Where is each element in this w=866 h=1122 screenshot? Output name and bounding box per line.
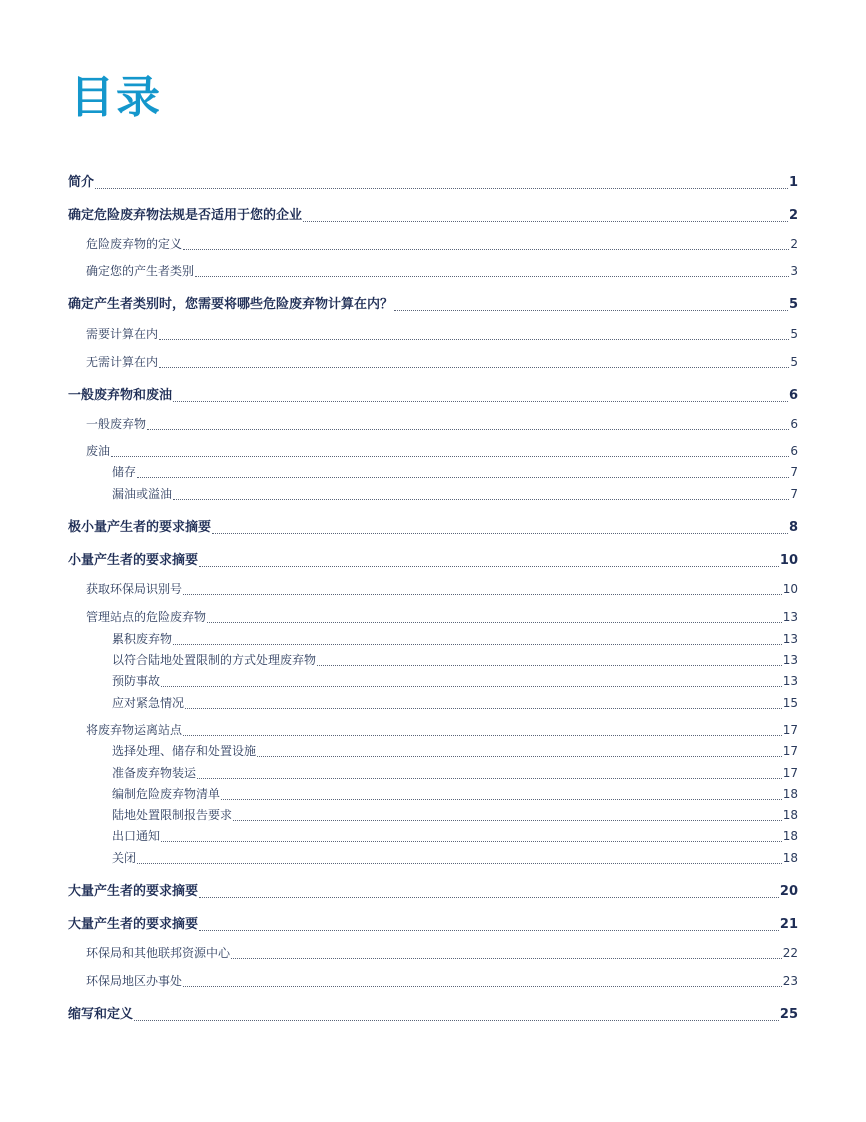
toc-entry-page-number: 23 bbox=[782, 974, 798, 988]
dot-leader bbox=[303, 221, 788, 222]
dot-leader bbox=[137, 477, 789, 478]
toc-entry-page-number: 5 bbox=[788, 297, 798, 312]
dot-leader bbox=[199, 897, 779, 898]
toc-entry-label: 环保局和其他联邦资源中心 bbox=[86, 946, 231, 960]
dot-leader bbox=[197, 778, 782, 779]
toc-entry[interactable] bbox=[86, 354, 798, 370]
toc-entry[interactable] bbox=[112, 652, 798, 668]
toc-entry-page-number: 13 bbox=[782, 674, 798, 688]
toc-entry-page-number: 18 bbox=[782, 829, 798, 843]
dot-leader bbox=[134, 1020, 779, 1021]
toc-entry[interactable] bbox=[68, 208, 798, 224]
toc-entry-page-number: 17 bbox=[782, 723, 798, 737]
toc-entry-page-number: 13 bbox=[782, 653, 798, 667]
toc-entry-page-number: 17 bbox=[782, 766, 798, 780]
dot-leader bbox=[159, 367, 789, 368]
toc-entry-page-number: 17 bbox=[782, 744, 798, 758]
toc-entry-label: 出口通知 bbox=[112, 829, 161, 843]
toc-entry-label: 小量产生者的要求摘要 bbox=[68, 553, 199, 568]
toc-entry-label: 关闭 bbox=[112, 851, 137, 865]
toc-entry[interactable] bbox=[112, 743, 798, 759]
toc-entry-page-number: 18 bbox=[782, 851, 798, 865]
toc-entry[interactable] bbox=[112, 850, 798, 866]
toc-entry-label: 极小量产生者的要求摘要 bbox=[68, 520, 212, 535]
dot-leader bbox=[147, 429, 789, 430]
toc-entry-page-number: 7 bbox=[790, 487, 798, 501]
toc-entry[interactable] bbox=[86, 443, 798, 459]
dot-leader bbox=[233, 820, 782, 821]
dot-leader bbox=[173, 644, 782, 645]
toc-entry-page-number: 18 bbox=[782, 787, 798, 801]
toc-entry-page-number: 20 bbox=[779, 884, 798, 899]
toc-entry-page-number: 6 bbox=[790, 417, 798, 431]
dot-leader bbox=[199, 930, 779, 931]
toc-entry[interactable] bbox=[86, 326, 798, 342]
toc-entry[interactable] bbox=[112, 807, 798, 823]
toc-entry[interactable] bbox=[86, 581, 798, 597]
dot-leader bbox=[137, 863, 782, 864]
dot-leader bbox=[161, 686, 782, 687]
toc-entry-page-number: 5 bbox=[790, 327, 798, 341]
toc-entry[interactable] bbox=[112, 673, 798, 689]
dot-leader bbox=[183, 735, 782, 736]
toc-entry[interactable] bbox=[86, 609, 798, 625]
toc-entry-page-number: 5 bbox=[790, 355, 798, 369]
dot-leader bbox=[221, 799, 782, 800]
toc-entry-label: 一般废弃物 bbox=[86, 417, 147, 431]
toc-entry-label: 储存 bbox=[112, 465, 137, 479]
toc-entry-page-number: 10 bbox=[779, 553, 798, 568]
toc-entry-label: 大量产生者的要求摘要 bbox=[68, 884, 199, 899]
toc-entry-label: 确定危险废弃物法规是否适用于您的企业 bbox=[68, 208, 303, 223]
toc-entry-label: 无需计算在内 bbox=[86, 355, 159, 369]
dot-leader bbox=[185, 708, 782, 709]
toc-entry-label: 确定产生者类别时，您需要将哪些危险废弃物计算在内？ bbox=[68, 297, 394, 312]
toc-entry-label: 累积废弃物 bbox=[112, 632, 173, 646]
toc-entry[interactable] bbox=[68, 388, 798, 404]
dot-leader bbox=[231, 958, 782, 959]
toc-entry[interactable] bbox=[112, 765, 798, 781]
toc-entry-label: 以符合陆地处置限制的方式处理废弃物 bbox=[112, 653, 317, 667]
toc-entry[interactable] bbox=[86, 722, 798, 738]
dot-leader bbox=[199, 566, 779, 567]
toc-entry-label: 准备废弃物装运 bbox=[112, 766, 197, 780]
toc-entry-page-number: 6 bbox=[790, 444, 798, 458]
toc-entry-page-number: 25 bbox=[779, 1007, 798, 1022]
dot-leader bbox=[161, 841, 782, 842]
dot-leader bbox=[173, 499, 789, 500]
toc-entry-page-number: 18 bbox=[782, 808, 798, 822]
dot-leader bbox=[183, 249, 789, 250]
toc-entry-page-number: 13 bbox=[782, 610, 798, 624]
dot-leader bbox=[183, 594, 782, 595]
toc-entry-label: 管理站点的危险废弃物 bbox=[86, 610, 207, 624]
toc-entry-label: 缩写和定义 bbox=[68, 1007, 134, 1022]
toc-entry-label: 陆地处置限制报告要求 bbox=[112, 808, 233, 822]
dot-leader bbox=[207, 622, 782, 623]
toc-entry-page-number: 22 bbox=[782, 946, 798, 960]
toc-entry[interactable] bbox=[112, 695, 798, 711]
toc-entry[interactable] bbox=[68, 884, 798, 900]
dot-leader bbox=[394, 310, 788, 311]
toc-entry-page-number: 2 bbox=[788, 208, 798, 223]
toc-entry-page-number: 6 bbox=[788, 388, 798, 403]
toc-entry-page-number: 7 bbox=[790, 465, 798, 479]
toc-entry-label: 危险废弃物的定义 bbox=[86, 237, 183, 251]
toc-entry[interactable] bbox=[86, 945, 798, 961]
toc-entry-label: 一般废弃物和废油 bbox=[68, 388, 173, 403]
toc-entry[interactable] bbox=[86, 973, 798, 989]
dot-leader bbox=[195, 276, 789, 277]
dot-leader bbox=[183, 986, 782, 987]
toc-entry[interactable] bbox=[68, 553, 798, 569]
dot-leader bbox=[159, 339, 789, 340]
toc-entry[interactable] bbox=[68, 297, 798, 313]
toc-entry-label: 获取环保局识别号 bbox=[86, 582, 183, 596]
toc-entry[interactable] bbox=[112, 486, 798, 502]
dot-leader bbox=[111, 456, 789, 457]
toc-entry-label: 选择处理、储存和处置设施 bbox=[112, 744, 257, 758]
toc-entry-label: 环保局地区办事处 bbox=[86, 974, 183, 988]
toc-entry-page-number: 10 bbox=[782, 582, 798, 596]
toc-entry-label: 废油 bbox=[86, 444, 111, 458]
toc-entry-label: 预防事故 bbox=[112, 674, 161, 688]
toc-entry[interactable] bbox=[112, 786, 798, 802]
toc-entry[interactable] bbox=[68, 520, 798, 536]
dot-leader bbox=[317, 665, 782, 666]
toc-entry-label: 确定您的产生者类别 bbox=[86, 264, 195, 278]
toc-entry[interactable] bbox=[112, 464, 798, 480]
toc-entry[interactable] bbox=[68, 1007, 798, 1023]
toc-entry-label: 漏油或溢油 bbox=[112, 487, 173, 501]
toc-entry-page-number: 2 bbox=[790, 237, 798, 251]
toc-entry-page-number: 3 bbox=[790, 264, 798, 278]
dot-leader bbox=[95, 188, 788, 189]
toc-entry-label: 大量产生者的要求摘要 bbox=[68, 917, 199, 932]
toc-entry[interactable] bbox=[112, 828, 798, 844]
page-title: 目录 bbox=[70, 72, 162, 123]
toc-entry[interactable] bbox=[112, 631, 798, 647]
toc-entry[interactable] bbox=[68, 175, 798, 191]
toc-entry-page-number: 13 bbox=[782, 632, 798, 646]
dot-leader bbox=[212, 533, 788, 534]
toc-entry-page-number: 15 bbox=[782, 696, 798, 710]
toc-entry-page-number: 21 bbox=[779, 917, 798, 932]
toc-entry-label: 编制危险废弃物清单 bbox=[112, 787, 221, 801]
toc-entry-label: 需要计算在内 bbox=[86, 327, 159, 341]
toc-entry-label: 将废弃物运离站点 bbox=[86, 723, 183, 737]
dot-leader bbox=[257, 756, 782, 757]
dot-leader bbox=[173, 401, 788, 402]
toc-entry[interactable] bbox=[68, 917, 798, 933]
toc-entry[interactable] bbox=[86, 263, 798, 279]
toc-entry[interactable] bbox=[86, 416, 798, 432]
toc-entry-page-number: 8 bbox=[788, 520, 798, 535]
toc-entry-label: 简介 bbox=[68, 175, 95, 190]
toc-entry-page-number: 1 bbox=[788, 175, 798, 190]
toc-entry[interactable] bbox=[86, 236, 798, 252]
toc-entry-label: 应对紧急情况 bbox=[112, 696, 185, 710]
